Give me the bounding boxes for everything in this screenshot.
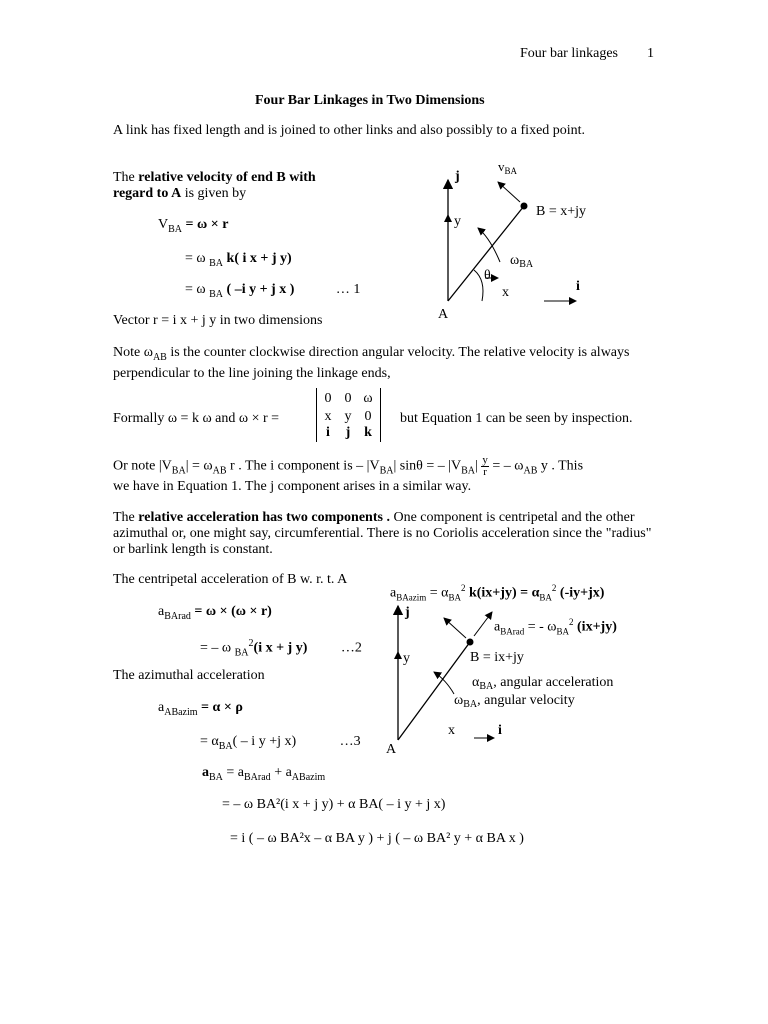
fraction [481, 455, 489, 478]
running-header [520, 46, 654, 62]
subscript: BA [539, 592, 552, 603]
subscript: ABazim [291, 771, 326, 783]
subscript: BA [209, 257, 224, 269]
theta-arc [474, 270, 483, 301]
text-bold: regard to A [113, 186, 182, 201]
text-bold: relative velocity of end B with [138, 170, 316, 185]
text-bold: a [202, 765, 209, 780]
text-bold: = ω × (ω × r) [190, 604, 272, 619]
label-theta: θ [484, 268, 491, 283]
text: Or note |V [113, 458, 172, 474]
text-bold: relative acceleration has two components . [138, 510, 390, 525]
text: = – ω [200, 640, 235, 656]
subscript: BArad [500, 626, 525, 637]
point-b [467, 639, 474, 646]
equation-arad [158, 604, 272, 625]
label-v: $v_{BA}$ [498, 159, 518, 176]
equation-vba-3 [185, 282, 360, 303]
text-bold: ( –i y + j x ) [223, 282, 295, 297]
text: y . This [537, 458, 584, 474]
matrix-cell: y [344, 409, 352, 424]
subscript: BA [168, 223, 183, 235]
label-y: y [403, 651, 410, 666]
header-title: Four bar linkages [520, 46, 618, 61]
subscript: BA [461, 465, 476, 477]
text-bold: k( i x + j y) [223, 251, 292, 266]
matrix-cell: x [324, 409, 332, 424]
subscript: AB [523, 465, 538, 477]
velocity-line-1 [113, 170, 316, 186]
label-a: A [386, 742, 397, 757]
label-x: x [502, 285, 509, 300]
equation-vba [158, 217, 228, 238]
label-b: B = ix+jy [470, 650, 524, 665]
equation-number: …3 [339, 734, 361, 749]
label-omega: $\omega_{BA}$ [510, 253, 534, 270]
subscript: BA [209, 288, 224, 300]
equation-aazim [158, 700, 243, 721]
velocity-arrow [498, 182, 520, 202]
subscript: BA [379, 465, 394, 477]
matrix-cell: 0 [344, 391, 352, 406]
subscript: AB [152, 351, 167, 363]
azim-arrow [444, 618, 466, 638]
text: Note ω [113, 345, 153, 360]
subscript: BA [556, 626, 570, 637]
text: | sinθ = – |V [393, 458, 462, 474]
determinant-matrix [316, 388, 381, 442]
matrix-cell: 0 [324, 391, 332, 406]
text: is given by [181, 186, 247, 201]
superscript: 2 [248, 638, 254, 649]
matrix-cell: k [364, 425, 372, 440]
ornote-line-2: we have in Equation 1. The j component arises in a similar way. [113, 479, 472, 494]
text: a [390, 585, 397, 601]
label-j: j [405, 605, 410, 620]
equation-number: …2 [340, 640, 362, 656]
label-omega: $\omega_{BA}$, angular velocity [454, 693, 575, 710]
intro-paragraph: A link has fixed length and is joined to other links and also possibly to a fixed point. [113, 123, 586, 138]
label-j: j [455, 169, 460, 184]
text: is the counter clockwise direction angular velocity. The relative velocity is always perpendicular to the line joining the linkage ends, [113, 345, 630, 381]
text: | [475, 458, 482, 474]
subscript: BA [234, 647, 249, 659]
text: V [158, 217, 169, 232]
ornote-line-1 [113, 455, 583, 480]
equation-total-2: = – ω BA²(i x + j y) + α BA( – i y + j x) [222, 797, 446, 812]
text: | = ω [185, 458, 213, 474]
subscript: BA [209, 771, 223, 783]
subscript: ABazim [164, 706, 198, 718]
point-b [521, 203, 528, 210]
subscript: BAazim [396, 592, 427, 603]
label-i: i [498, 723, 502, 738]
text: = ω [185, 282, 210, 297]
text: = a [222, 765, 245, 780]
text: One component is centripetal and the other azimuthal or, one might say, circumferential. There is no Coriolis acceleration since the "radius" or barlink length is constant. [113, 510, 652, 557]
equation-vba-2 [185, 251, 292, 272]
text: The [113, 510, 139, 525]
text: + a [270, 765, 292, 780]
subscript: BArad [164, 610, 191, 622]
velocity-line-2 [113, 186, 246, 202]
equation-arad-2 [200, 636, 362, 661]
text: = – ω [488, 458, 524, 474]
acceleration-diagram [380, 598, 630, 758]
fraction-denominator: r [483, 466, 487, 478]
subscript: BA [448, 592, 461, 603]
matrix-cell: i [326, 425, 330, 440]
page-number: 1 [646, 46, 654, 61]
alpha-arc [434, 672, 454, 694]
label-b: B = x+jy [536, 204, 587, 219]
text-bold: k(ix+jy) = α [465, 585, 540, 601]
text-bold: = α × ρ [197, 700, 243, 715]
text: = α [200, 734, 219, 749]
text: ( – i y +j x) [232, 734, 297, 749]
acceleration-paragraph [113, 510, 658, 558]
text-bold: = ω × r [182, 217, 229, 232]
text: = ω [185, 251, 210, 266]
equation-total-1 [202, 765, 325, 786]
vector-line: Vector r = i x + j y in two dimensions [113, 313, 323, 328]
omega-arc [478, 228, 500, 262]
azimuthal-line: The azimuthal acceleration [113, 668, 265, 683]
text: = - ω [524, 619, 557, 635]
text-bold: (-iy+jx) [556, 585, 605, 601]
label-y: y [454, 214, 461, 229]
text: a [158, 604, 165, 619]
label-a: A [438, 307, 449, 322]
page-title: Four Bar Linkages in Two Dimensions [255, 93, 485, 108]
subscript: BA [171, 465, 186, 477]
superscript: 2 [569, 617, 574, 627]
label-x: x [448, 723, 455, 738]
matrix-cell: 0 [364, 409, 372, 424]
text: a [158, 700, 165, 715]
text-bold: (ix+jy) [573, 619, 617, 635]
matrix-cell: ω [363, 391, 373, 406]
label-i: i [576, 279, 580, 294]
velocity-diagram [430, 158, 610, 323]
note-paragraph [113, 345, 658, 382]
text-bold: (i x + j y) [253, 640, 308, 656]
equation-number: … 1 [335, 282, 361, 297]
formally-after: but Equation 1 can be seen by inspection. [400, 411, 633, 426]
subscript: BA [218, 740, 233, 752]
text: a [494, 619, 501, 635]
text: = α [426, 585, 449, 601]
subscript: AB [212, 465, 227, 477]
equation-aazim-2 [200, 734, 361, 755]
label-alpha: $\alpha_{BA}$, angular acceleration [472, 675, 614, 692]
subscript: BArad [244, 771, 271, 783]
fraction-numerator: y [482, 454, 488, 466]
text: r . The i component is – |V [226, 458, 380, 474]
rad-arrow [474, 612, 492, 636]
formally-text [113, 411, 279, 427]
superscript: 2 [551, 583, 557, 593]
text: Formally ω = k ω and ω × r = [113, 411, 280, 426]
superscript: 2 [460, 583, 466, 593]
centripetal-line: The centripetal acceleration of B w. r. t. A [113, 572, 348, 587]
matrix-cell: j [345, 425, 351, 440]
text: The [113, 170, 139, 185]
equation-total-3: = i ( – ω BA²x – α BA y ) + j ( – ω BA² y + α BA x ) [230, 831, 524, 846]
